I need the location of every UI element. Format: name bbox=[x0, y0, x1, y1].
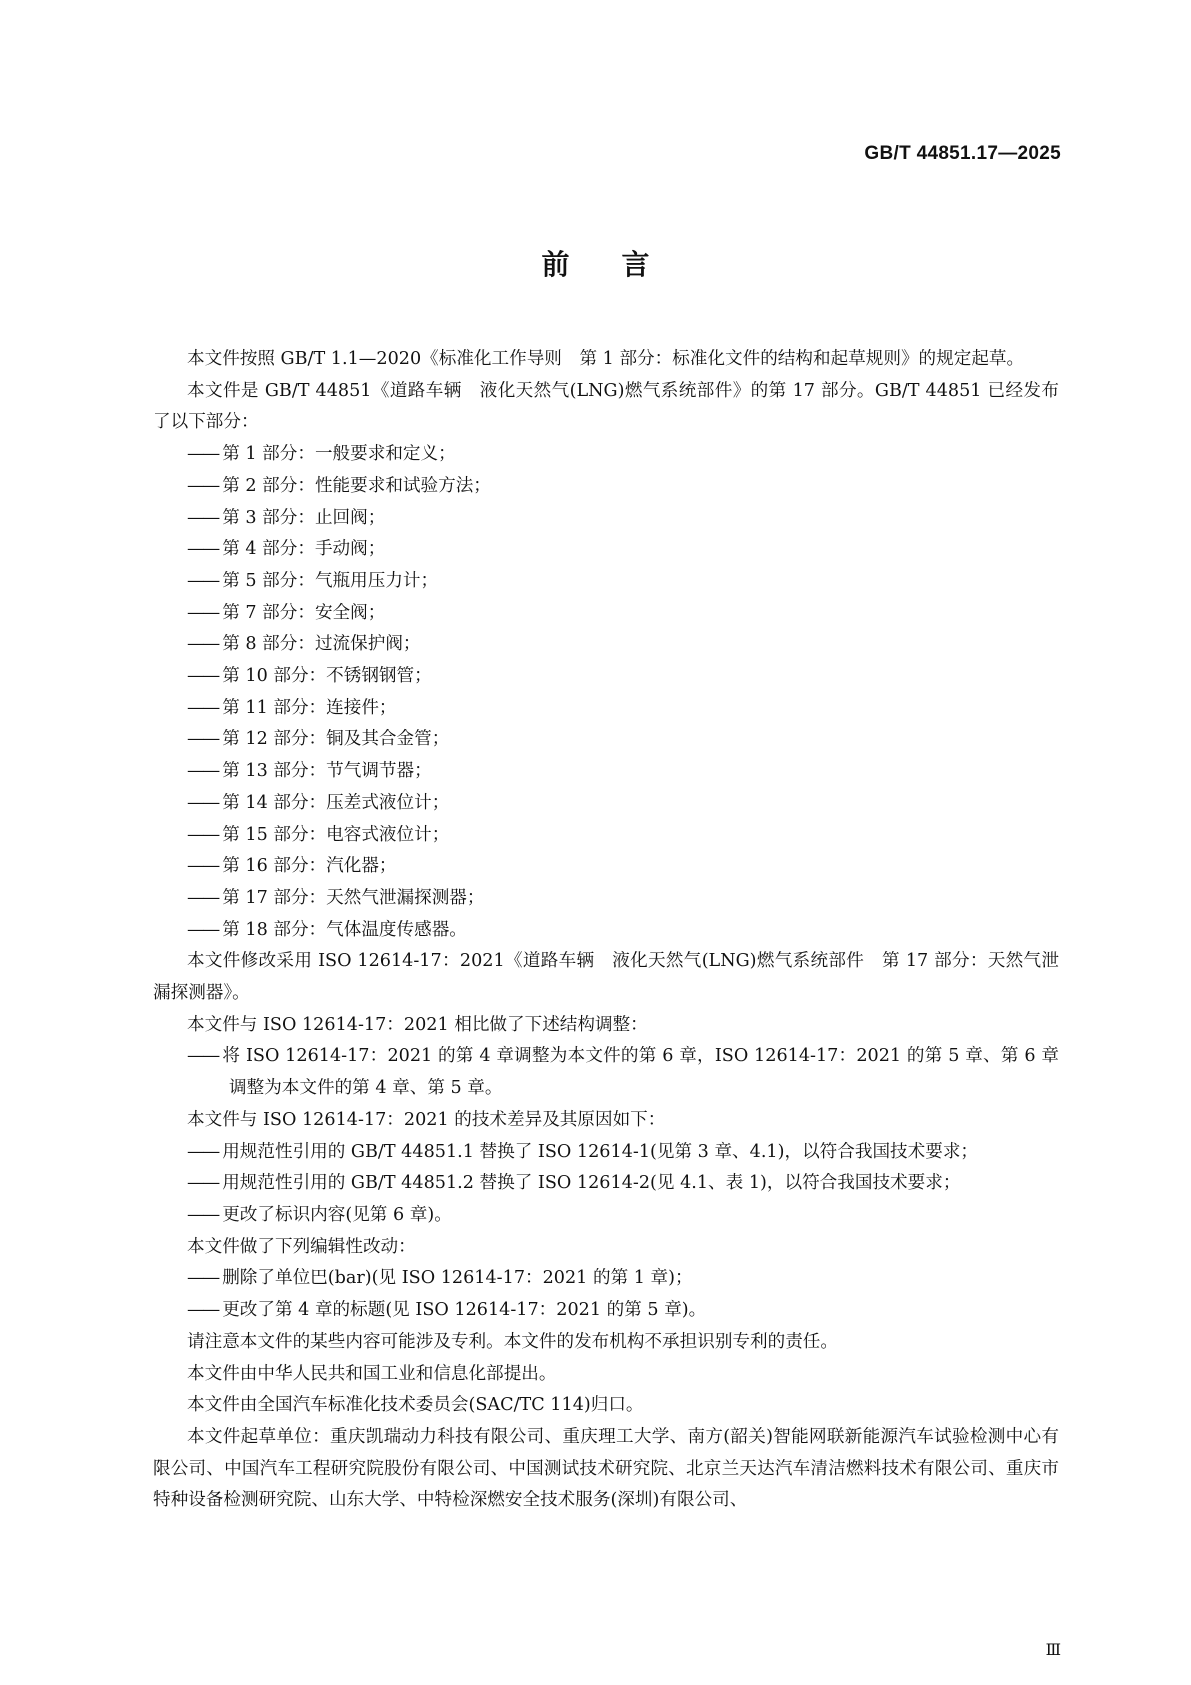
list-item: —— 第 16 部分：汽化器； bbox=[187, 856, 397, 877]
list-item: —— 第 12 部分：铜及其合金管； bbox=[187, 729, 450, 750]
list-dash: —— bbox=[187, 919, 219, 940]
list-item: —— 第 14 部分：压差式液位计； bbox=[187, 792, 450, 813]
list-item: —— 第 3 部分：止回阀； bbox=[187, 507, 386, 528]
list-item: —— 第 5 部分：气瓶用压力计； bbox=[187, 570, 439, 591]
list-dash: —— bbox=[187, 856, 219, 877]
list-item: —— 第 11 部分：连接件； bbox=[187, 697, 397, 718]
list-item: —— 将 ISO 12614-17：2021 的第 4 章调整为本文件的第 6 章，ISO 12614-17：2021 的第 5 章、第 6 章调整为本文件的第 4 章、第 5 章。 bbox=[187, 1046, 1059, 1099]
list-dash: —— bbox=[187, 824, 219, 845]
paragraph-structure-intro: 本文件与 ISO 12614-17：2021 相比做了下述结构调整： bbox=[187, 1014, 648, 1035]
list-item: —— 第 13 部分：节气调节器； bbox=[187, 761, 432, 782]
list-item: —— 删除了单位巴(bar)(见 ISO 12614-17：2021 的第 1 章)； bbox=[187, 1268, 693, 1289]
page-title: 前言 bbox=[541, 248, 702, 281]
paragraph-tech-diff-intro: 本文件与 ISO 12614-17：2021 的技术差异及其原因如下： bbox=[187, 1109, 666, 1130]
list-dash: —— bbox=[187, 1204, 219, 1225]
page-number: Ⅲ bbox=[1045, 1640, 1061, 1659]
list-item: —— 第 7 部分：安全阀； bbox=[187, 602, 386, 623]
list-dash: —— bbox=[187, 475, 219, 496]
list-item: —— 第 2 部分：性能要求和试验方法； bbox=[187, 475, 491, 496]
list-item: —— 第 4 部分：手动阀； bbox=[187, 539, 386, 560]
list-dash: —— bbox=[187, 729, 219, 750]
list-item: —— 更改了第 4 章的标题(见 ISO 12614-17：2021 的第 5 章)。 bbox=[187, 1300, 707, 1321]
list-dash: —— bbox=[187, 507, 219, 528]
list-item: —— 用规范性引用的 GB/T 44851.2 替换了 ISO 12614-2(见 4.1、表 1)，以符合我国技术要求； bbox=[187, 1173, 961, 1194]
paragraph-under-jurisdiction: 本文件由全国汽车标准化技术委员会(SAC/TC 114)归口。 bbox=[187, 1395, 644, 1416]
list-item: —— 第 15 部分：电容式液位计； bbox=[187, 824, 450, 845]
list-dash: —— bbox=[187, 697, 219, 718]
list-item: —— 第 8 部分：过流保护阀； bbox=[187, 634, 421, 655]
list-dash: —— bbox=[187, 539, 219, 560]
list-dash: —— bbox=[187, 634, 219, 655]
paragraph-series-intro: 本文件是 GB/T 44851《道路车辆 液化天然气(LNG)燃气系统部件》的第 17 部分。GB/T 44851 已经发布了以下部分： bbox=[153, 380, 1059, 433]
paragraph-drafting-rules: 本文件按照 GB/T 1.1—2020《标准化工作导则 第 1 部分：标准化文件的结构和起草规则》的规定起草。 bbox=[187, 349, 1025, 369]
paragraph-proposed-by: 本文件由中华人民共和国工业和信息化部提出。 bbox=[187, 1363, 557, 1384]
paragraph-editorial-intro: 本文件做了下列编辑性改动： bbox=[187, 1236, 416, 1257]
list-dash: —— bbox=[187, 887, 219, 908]
list-item: —— 第 17 部分：天然气泄漏探测器； bbox=[187, 887, 485, 908]
list-dash: —— bbox=[187, 602, 219, 623]
list-dash: —— bbox=[187, 666, 219, 687]
list-item: —— 第 1 部分：一般要求和定义； bbox=[187, 444, 456, 465]
list-item: —— 第 18 部分：气体温度传感器。 bbox=[187, 919, 467, 940]
list-item: —— 更改了标识内容(见第 6 章)。 bbox=[187, 1204, 452, 1225]
list-item: —— 用规范性引用的 GB/T 44851.1 替换了 ISO 12614-1(见第 3 章、4.1)，以符合我国技术要求； bbox=[187, 1141, 979, 1162]
standard-number: GB/T 44851.17—2025 bbox=[864, 143, 1061, 164]
paragraph-modified-adoption: 本文件修改采用 ISO 12614-17：2021《道路车辆 液化天然气(LNG)燃气系统部件 第 17 部分：天然气泄漏探测器》。 bbox=[153, 951, 1059, 1004]
list-dash: —— bbox=[187, 1141, 219, 1162]
list-dash: —— bbox=[187, 1046, 219, 1067]
list-dash: —— bbox=[187, 761, 219, 782]
list-dash: —— bbox=[187, 1300, 219, 1321]
parts-list bbox=[153, 439, 1059, 946]
paragraph-drafting-units: 本文件起草单位：重庆凯瑞动力科技有限公司、重庆理工大学、南方(韶关)智能网联新能源汽车试验检测中心有限公司、中国汽车工程研究院股份有限公司、中国测试技术研究院、北京兰天达汽车清洁燃料技术有限公司、重庆市特种设备检测研究院、山东大学、中特检深燃安全技术服务(深圳)有限公司、 bbox=[153, 1426, 1059, 1511]
list-dash: —— bbox=[187, 570, 219, 591]
list-item: —— 第 10 部分：不锈钢钢管； bbox=[187, 666, 432, 687]
list-dash: —— bbox=[187, 792, 219, 813]
list-dash: —— bbox=[187, 1268, 219, 1289]
list-dash: —— bbox=[187, 444, 219, 465]
document-body bbox=[153, 344, 1059, 1517]
paragraph-patent-notice: 请注意本文件的某些内容可能涉及专利。本文件的发布机构不承担识别专利的责任。 bbox=[187, 1331, 838, 1352]
list-dash: —— bbox=[187, 1173, 219, 1194]
